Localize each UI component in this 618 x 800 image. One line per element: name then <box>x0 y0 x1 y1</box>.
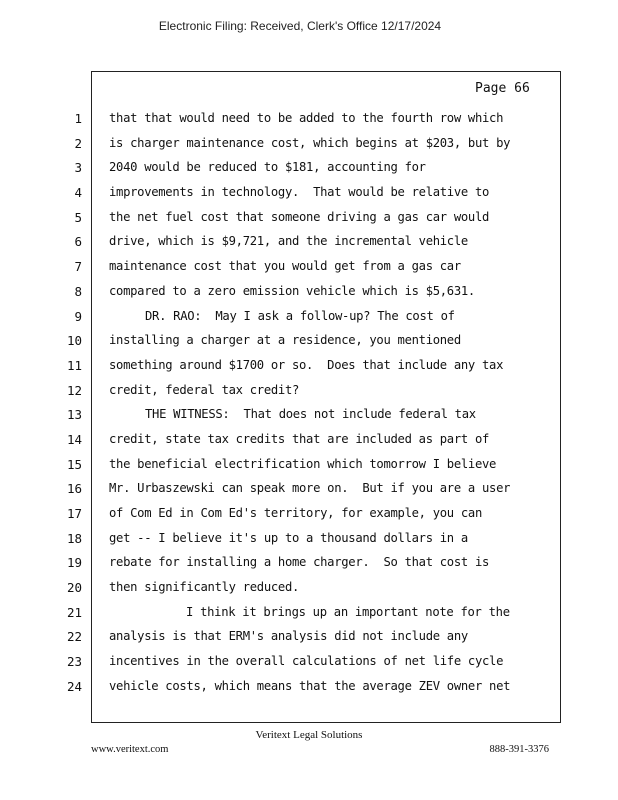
line-number: 17 <box>66 506 82 521</box>
line-text: the net fuel cost that someone driving a gas car would <box>109 209 490 224</box>
line-text: something around $1700 or so. Does that include any tax <box>109 357 504 372</box>
transcript-line <box>0 576 618 601</box>
transcript-line <box>0 403 618 428</box>
line-text: drive, which is $9,721, and the incremental vehicle <box>109 234 468 249</box>
transcript-line <box>0 527 618 552</box>
line-number: 16 <box>66 481 82 497</box>
line-text: maintenance cost that you would get from a gas car <box>109 259 461 274</box>
line-text: installing a charger at a residence, you mentioned <box>109 333 461 348</box>
line-number: 19 <box>66 555 82 571</box>
transcript-line <box>0 329 618 354</box>
transcript-line <box>0 601 618 626</box>
transcript-line <box>0 477 618 502</box>
line-number: 6 <box>74 234 82 250</box>
transcript-line <box>0 551 618 576</box>
line-text: of Com Ed in Com Ed's territory, for example, you can <box>109 506 482 520</box>
line-text: the beneficial electrification which tomorrow I believe <box>109 456 497 471</box>
transcript-lines <box>0 107 618 700</box>
footer-website: www.veritext.com <box>91 744 169 755</box>
transcript-line <box>0 132 618 157</box>
footer-company: Veritext Legal Solutions <box>255 729 363 741</box>
transcript-line <box>0 379 618 404</box>
line-number: 12 <box>66 382 82 398</box>
line-number: 18 <box>66 530 82 546</box>
line-text: vehicle costs, which means that the average ZEV owner net <box>109 678 511 693</box>
line-number: 8 <box>74 283 82 299</box>
line-text: rebate for installing a home charger. So that cost is <box>109 555 490 570</box>
line-text: credit, federal tax credit? <box>109 382 300 397</box>
line-text: compared to a zero emission vehicle which is $5,631. <box>109 283 475 298</box>
line-text: DR. RAO: May I ask a follow-up? The cost of <box>145 308 455 323</box>
line-text: 2040 would be reduced to $181, accounting for <box>109 160 426 175</box>
transcript-line <box>0 156 618 181</box>
line-number: 11 <box>66 357 82 373</box>
line-number: 7 <box>74 259 82 275</box>
line-number: 4 <box>74 185 82 201</box>
page-number: Page 66 <box>475 81 530 96</box>
line-number: 24 <box>66 678 82 694</box>
line-number: 15 <box>66 456 82 472</box>
line-text: I think it brings up an important note for the <box>186 604 510 619</box>
line-number: 2 <box>74 135 82 151</box>
transcript-line <box>0 354 618 379</box>
line-number: 20 <box>66 580 82 596</box>
line-text: incentives in the overall calculations of net life cycle <box>109 654 504 669</box>
transcript-line <box>0 453 618 478</box>
transcript-line <box>0 428 618 453</box>
line-number: 21 <box>66 604 82 620</box>
line-number: 5 <box>74 209 82 225</box>
transcript-line <box>0 181 618 206</box>
line-text: that that would need to be added to the fourth row which <box>109 111 504 125</box>
transcript-line <box>0 107 618 132</box>
transcript-line <box>0 675 618 700</box>
line-text: is charger maintenance cost, which begins at $203, but by <box>109 135 511 150</box>
transcript-line <box>0 625 618 650</box>
line-text: THE WITNESS: That does not include federal tax <box>145 407 476 422</box>
line-number: 23 <box>66 654 82 670</box>
line-text: credit, state tax credits that are included as part of <box>109 431 490 446</box>
transcript-line <box>0 280 618 305</box>
transcript-line <box>0 650 618 675</box>
line-text: improvements in technology. That would be relative to <box>109 185 490 200</box>
line-number: 22 <box>66 629 82 645</box>
line-text: get -- I believe it's up to a thousand dollars in a <box>109 530 468 545</box>
transcript-line <box>0 255 618 280</box>
line-number: 1 <box>74 111 82 126</box>
line-number: 13 <box>66 407 82 423</box>
transcript-line <box>0 502 618 527</box>
transcript-line <box>0 206 618 231</box>
filing-header: Electronic Filing: Received, Clerk's Office 12/17/2024 <box>158 19 442 33</box>
line-number: 9 <box>74 308 82 324</box>
line-text: Mr. Urbaszewski can speak more on. But if you are a user <box>109 481 511 496</box>
transcript-line <box>0 305 618 330</box>
line-number: 14 <box>66 431 82 447</box>
line-number: 3 <box>74 160 82 176</box>
transcript-line <box>0 230 618 255</box>
line-text: analysis is that ERM's analysis did not include any <box>109 629 468 644</box>
footer-phone: 888-391-3376 <box>489 744 549 755</box>
line-text: then significantly reduced. <box>109 580 300 595</box>
line-number: 10 <box>66 333 82 349</box>
